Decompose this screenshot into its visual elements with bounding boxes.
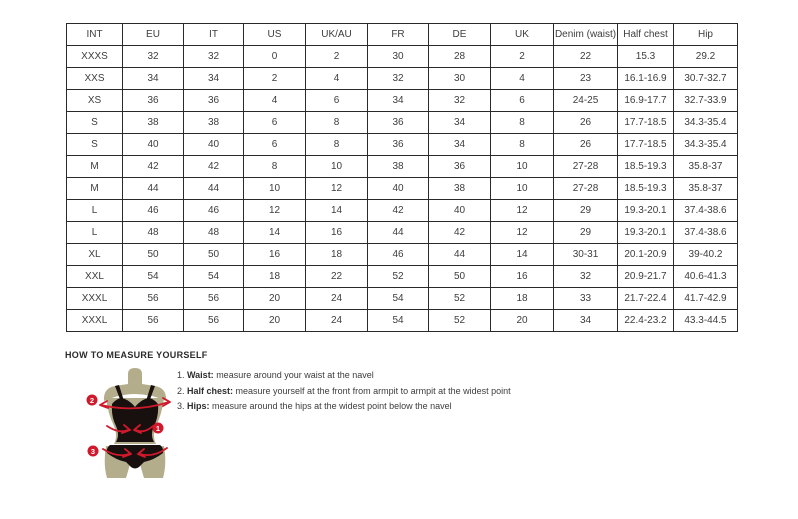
column-header: FR [368, 24, 429, 46]
table-cell: 40 [368, 178, 429, 200]
table-cell: 29 [554, 222, 618, 244]
table-cell: 26 [554, 134, 618, 156]
table-cell: 27-28 [554, 156, 618, 178]
table-cell: 52 [429, 288, 491, 310]
table-cell: 24 [306, 310, 368, 332]
table-row [67, 288, 738, 310]
table-cell: 8 [306, 134, 368, 156]
table-cell: 56 [123, 288, 184, 310]
table-cell: M [67, 156, 123, 178]
table-cell: 32 [184, 46, 244, 68]
table-cell: 18 [491, 288, 554, 310]
chest-badge-number: 2 [89, 395, 95, 405]
table-cell: 12 [244, 200, 306, 222]
table-cell: 56 [184, 288, 244, 310]
table-cell: 37.4-38.6 [674, 222, 738, 244]
table-cell: 50 [123, 244, 184, 266]
column-header: US [244, 24, 306, 46]
size-table [66, 23, 738, 332]
column-header: Denim (waist) [554, 24, 618, 46]
table-row [67, 178, 738, 200]
table-cell: 34.3-35.4 [674, 134, 738, 156]
table-cell: 29 [554, 200, 618, 222]
column-header: INT [67, 24, 123, 46]
table-cell: 8 [491, 112, 554, 134]
table-cell: 10 [491, 156, 554, 178]
table-cell: XXL [67, 266, 123, 288]
table-cell: 44 [368, 222, 429, 244]
table-cell: 29.2 [674, 46, 738, 68]
table-cell: 16 [244, 244, 306, 266]
table-cell: 38 [184, 112, 244, 134]
column-header: UK [491, 24, 554, 46]
table-cell: 22 [554, 46, 618, 68]
table-cell: 54 [123, 266, 184, 288]
table-cell: 54 [368, 310, 429, 332]
instruction-term: Half chest: [187, 385, 234, 396]
table-cell: L [67, 222, 123, 244]
instruction-text: measure around the hips at the widest point below the navel [209, 401, 452, 411]
table-cell: 24-25 [554, 90, 618, 112]
table-cell: 20 [491, 310, 554, 332]
table-cell: 30 [429, 68, 491, 90]
table-cell: 24 [306, 288, 368, 310]
table-cell: 32.7-33.9 [674, 90, 738, 112]
table-cell: 18 [244, 266, 306, 288]
instruction-number: 2. [177, 385, 188, 396]
table-cell: XXXS [67, 46, 123, 68]
table-cell: 35.8-37 [674, 156, 738, 178]
table-cell: 4 [306, 68, 368, 90]
column-header: DE [429, 24, 491, 46]
table-cell: 40.6-41.3 [674, 266, 738, 288]
measurement-figure [76, 364, 191, 486]
table-cell: 34 [554, 310, 618, 332]
table-cell: 20 [244, 310, 306, 332]
table-cell: 38 [429, 178, 491, 200]
table-cell: 36 [368, 134, 429, 156]
table-cell: 40 [429, 200, 491, 222]
instruction-number: 3. [177, 401, 188, 411]
table-cell: 21.7-22.4 [618, 288, 674, 310]
table-cell: 40 [184, 134, 244, 156]
table-cell: 35.8-37 [674, 178, 738, 200]
column-header: UK/AU [306, 24, 368, 46]
table-cell: 0 [244, 46, 306, 68]
table-cell: 22.4-23.2 [618, 310, 674, 332]
instruction-term: Hips: [187, 401, 210, 411]
table-cell: 33 [554, 288, 618, 310]
table-cell: 36 [429, 156, 491, 178]
table-cell: 46 [123, 200, 184, 222]
table-row [67, 112, 738, 134]
table-cell: XXXL [67, 310, 123, 332]
table-cell: 22 [306, 266, 368, 288]
table-cell: 8 [491, 134, 554, 156]
table-cell: 43.3-44.5 [674, 310, 738, 332]
table-row [67, 134, 738, 156]
table-cell: 17.7-18.5 [618, 112, 674, 134]
table-cell: 42 [184, 156, 244, 178]
table-cell: 44 [429, 244, 491, 266]
waist-badge-number: 1 [155, 423, 161, 433]
table-cell: 50 [429, 266, 491, 288]
table-cell: 41.7-42.9 [674, 288, 738, 310]
table-cell: XS [67, 90, 123, 112]
table-cell: 10 [491, 178, 554, 200]
table-cell: XXS [67, 68, 123, 90]
table-cell: 30-31 [554, 244, 618, 266]
table-cell: 32 [554, 266, 618, 288]
table-cell: 39-40.2 [674, 244, 738, 266]
table-cell: 10 [244, 178, 306, 200]
column-header: Half chest [618, 24, 674, 46]
table-cell: 36 [184, 90, 244, 112]
table-row [67, 310, 738, 332]
measure-instruction [177, 387, 511, 396]
table-cell: 36 [368, 112, 429, 134]
table-cell: 12 [491, 200, 554, 222]
table-cell: 10 [306, 156, 368, 178]
table-cell: 48 [184, 222, 244, 244]
table-row [67, 156, 738, 178]
column-header: EU [123, 24, 184, 46]
instruction-text: measure around your waist at the navel [213, 370, 374, 380]
table-cell: 12 [491, 222, 554, 244]
table-cell: 2 [244, 68, 306, 90]
table-cell: 19.3-20.1 [618, 200, 674, 222]
table-cell: 32 [123, 46, 184, 68]
measure-section-title: HOW TO MEASURE YOURSELF [65, 350, 208, 360]
table-cell: 19.3-20.1 [618, 222, 674, 244]
table-cell: 52 [429, 310, 491, 332]
instruction-text: measure yourself at the front from armpit to armpit at the widest point [233, 385, 511, 396]
table-cell: 34 [184, 68, 244, 90]
table-cell: 18.5-19.3 [618, 156, 674, 178]
table-cell: 15.3 [618, 46, 674, 68]
table-cell: 18 [306, 244, 368, 266]
table-cell: 46 [184, 200, 244, 222]
table-cell: XXXL [67, 288, 123, 310]
table-cell: 34 [429, 112, 491, 134]
table-cell: 30 [368, 46, 429, 68]
hips-badge-number: 3 [90, 446, 96, 456]
table-cell: 6 [244, 134, 306, 156]
table-cell: 34 [123, 68, 184, 90]
table-cell: 44 [184, 178, 244, 200]
table-cell: S [67, 112, 123, 134]
instruction-number: 1. [177, 370, 188, 380]
table-cell: 42 [368, 200, 429, 222]
table-cell: 8 [306, 112, 368, 134]
table-cell: 37.4-38.6 [674, 200, 738, 222]
table-row [67, 222, 738, 244]
table-cell: 16.1-16.9 [618, 68, 674, 90]
table-cell: 2 [491, 46, 554, 68]
table-cell: 20.1-20.9 [618, 244, 674, 266]
table-cell: 30.7-32.7 [674, 68, 738, 90]
table-cell: 26 [554, 112, 618, 134]
table-cell: 40 [123, 134, 184, 156]
measure-instructions [177, 371, 511, 418]
table-cell: 46 [368, 244, 429, 266]
table-cell: 54 [368, 288, 429, 310]
table-cell: 6 [244, 112, 306, 134]
table-cell: 44 [123, 178, 184, 200]
table-cell: 14 [491, 244, 554, 266]
table-row [67, 200, 738, 222]
column-header: IT [184, 24, 244, 46]
table-cell: 20 [244, 288, 306, 310]
table-cell: 4 [244, 90, 306, 112]
table-cell: 32 [429, 90, 491, 112]
table-cell: 54 [184, 266, 244, 288]
table-cell: 6 [306, 90, 368, 112]
table-cell: 16 [491, 266, 554, 288]
table-cell: 38 [368, 156, 429, 178]
table-cell: M [67, 178, 123, 200]
measure-instruction [177, 402, 511, 411]
table-cell: 56 [184, 310, 244, 332]
table-cell: 12 [306, 178, 368, 200]
table-cell: 36 [123, 90, 184, 112]
table-cell: 20.9-21.7 [618, 266, 674, 288]
table-cell: 18.5-19.3 [618, 178, 674, 200]
table-cell: 23 [554, 68, 618, 90]
measure-instruction [177, 371, 511, 380]
chest-tape-arrow-left [100, 401, 108, 408]
table-cell: 48 [123, 222, 184, 244]
table-cell: 6 [491, 90, 554, 112]
table-row [67, 68, 738, 90]
column-header: Hip [674, 24, 738, 46]
table-cell: 27-28 [554, 178, 618, 200]
table-cell: 8 [244, 156, 306, 178]
table-cell: 17.7-18.5 [618, 134, 674, 156]
table-header-row [67, 24, 738, 46]
table-cell: 42 [123, 156, 184, 178]
table-cell: 14 [244, 222, 306, 244]
table-cell: 4 [491, 68, 554, 90]
table-cell: 34.3-35.4 [674, 112, 738, 134]
table-cell: 32 [368, 68, 429, 90]
table-cell: 16 [306, 222, 368, 244]
table-cell: 50 [184, 244, 244, 266]
table-row [67, 46, 738, 68]
table-cell: 52 [368, 266, 429, 288]
table-row [67, 266, 738, 288]
table-cell: 16.9-17.7 [618, 90, 674, 112]
table-cell: 42 [429, 222, 491, 244]
table-cell: 38 [123, 112, 184, 134]
table-cell: 34 [368, 90, 429, 112]
table-cell: L [67, 200, 123, 222]
table-row [67, 244, 738, 266]
table-cell: XL [67, 244, 123, 266]
table-cell: 2 [306, 46, 368, 68]
table-cell: 56 [123, 310, 184, 332]
table-cell: 14 [306, 200, 368, 222]
table-row [67, 90, 738, 112]
table-cell: 34 [429, 134, 491, 156]
table-cell: S [67, 134, 123, 156]
table-cell: 28 [429, 46, 491, 68]
instruction-term: Waist: [187, 370, 214, 380]
